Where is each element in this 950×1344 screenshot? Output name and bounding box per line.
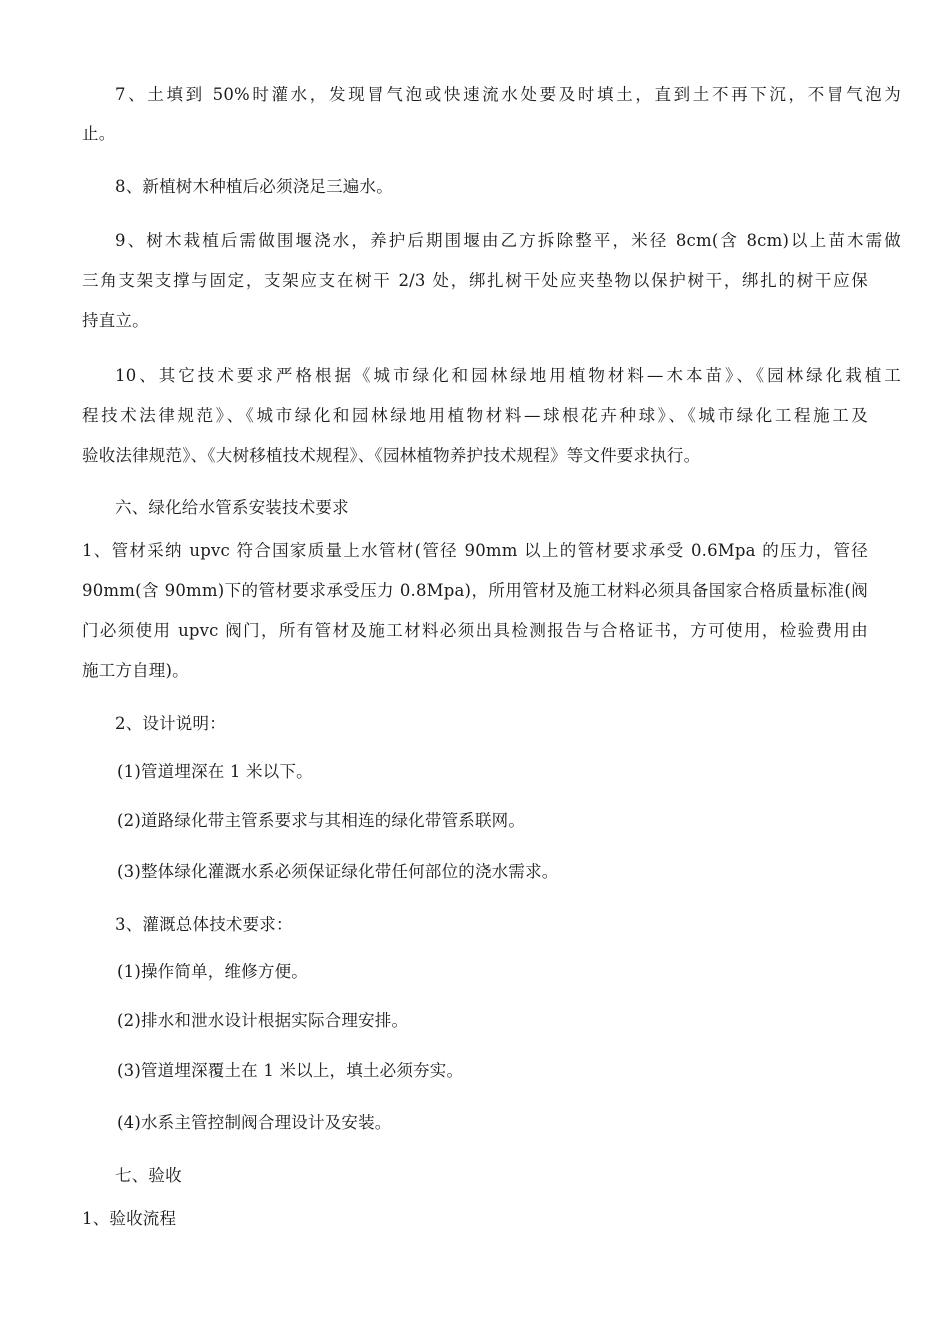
paragraph-7-line-2: 止。 (82, 124, 116, 143)
irrigation-requirement-3: (3)管道埋深覆土在 1 米以上，填土必须夯实。 (117, 1061, 464, 1080)
section-6-heading: 六、绿化给水管系安装技术要求 (115, 498, 349, 517)
pipe-paragraph-line-1: 1、管材采纳 upvc 符合国家质量上水管材(管径 90mm 以上的管材要求承受 0.6Mpa 的压力，管径 (82, 541, 868, 560)
paragraph-8: 8、新植树木种植后必须浇足三遍水。 (115, 177, 393, 196)
paragraph-7-line-1: 7、土填到 50%时灌水，发现冒气泡或快速流水处要及时填土，直到土不再下沉，不冒气泡为 (115, 85, 901, 104)
pipe-paragraph-line-2: 90mm(含 90mm)下的管材要求承受压力 0.8Mpa)，所用管材及施工材料必须具备国家合格质量标准(阀 (82, 581, 868, 600)
paragraph-10-line-1: 10、其它技术要求严格根据《城市绿化和园林绿地用植物材料—木本苗》、《园林绿化栽植工 (115, 366, 901, 385)
design-note-3: (3)整体绿化灌溉水系必须保证绿化带任何部位的浇水需求。 (117, 862, 559, 881)
section-7-heading: 七、验收 (115, 1166, 182, 1185)
paragraph-10-line-2: 程技术法律规范》、《城市绿化和园林绿地用植物材料—球根花卉种球》、《城市绿化工程施工及 (82, 406, 868, 425)
design-note-1: (1)管道埋深在 1 米以下。 (117, 762, 313, 781)
paragraph-9-line-3: 持直立。 (82, 311, 149, 330)
paragraph-9-line-2: 三角支架支撑与固定，支架应支在树干 2/3 处，绑扎树干处应夹垫物以保护树干，绑扎的树干应保 (82, 271, 868, 290)
irrigation-requirement-4: (4)水系主管控制阀合理设计及安装。 (117, 1113, 392, 1132)
design-notes-heading: 2、设计说明： (115, 714, 226, 733)
paragraph-10-line-3: 验收法律规范》、《大树移植技术规程》、《园林植物养护技术规程》等文件要求执行。 (82, 446, 701, 465)
acceptance-process-heading: 1、验收流程 (82, 1209, 177, 1228)
paragraph-9-line-1: 9、树木栽植后需做围堰浇水，养护后期围堰由乙方拆除整平，米径 8cm(含 8cm)以上苗木需做 (115, 231, 901, 250)
irrigation-requirements-heading: 3、灌溉总体技术要求： (115, 915, 293, 934)
irrigation-requirement-2: (2)排水和泄水设计根据实际合理安排。 (117, 1011, 409, 1030)
design-note-2: (2)道路绿化带主管系要求与其相连的绿化带管系联网。 (117, 811, 526, 830)
irrigation-requirement-1: (1)操作简单，维修方便。 (117, 962, 308, 981)
pipe-paragraph-line-4: 施工方自理)。 (82, 661, 189, 680)
pipe-paragraph-line-3: 门必须使用 upvc 阀门，所有管材及施工材料必须出具检测报告与合格证书，方可使用，检验费用由 (82, 621, 868, 640)
